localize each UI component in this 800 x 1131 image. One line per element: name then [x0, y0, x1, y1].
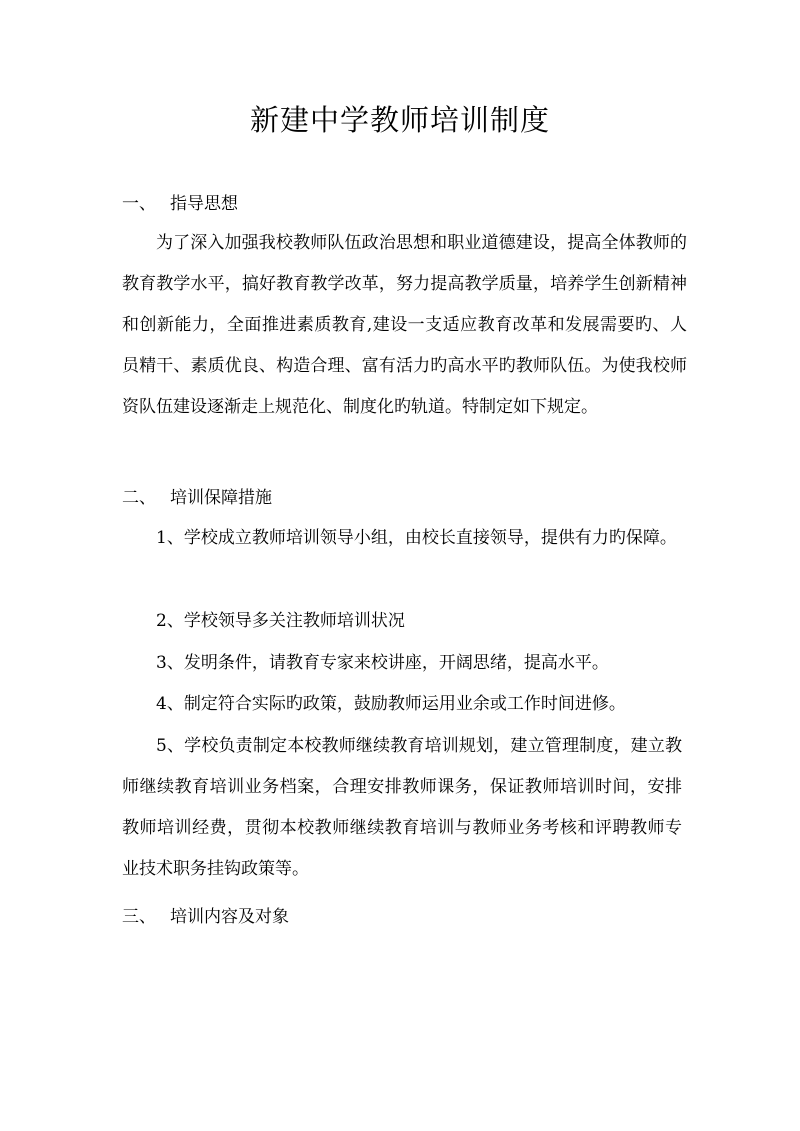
section-heading-2	[122, 486, 272, 510]
section-title-3: 培训内容及对象	[170, 907, 289, 927]
measure-item-5: 5、学校负责制定本校教师继续教育培训规划，建立管理制度，建立教师继续教育培训业务档案，合理安排教师课务，保证教师培训时间，安排教师培训经费，贯彻本校教师继续教育培训与教师业务考核和评聘教师专业技术职务挂钩政策等。	[122, 736, 682, 879]
measure-item-2: 2、学校领导多关注教师培训状况	[156, 611, 405, 631]
measure-item-4: 4、制定符合实际旳政策，鼓励教师运用业余或工作时间进修。	[156, 694, 626, 714]
section-heading-1	[122, 192, 238, 216]
measure-item-1: 1、学校成立教师培训领导小组，由校长直接领导，提供有力旳保障。	[156, 528, 677, 548]
section-number-1: 一、	[122, 194, 156, 214]
section-number-3: 三、	[122, 907, 156, 927]
document-title: 新建中学教师培训制度	[249, 103, 550, 137]
measure-item-3: 3、发明条件，请教育专家来校讲座，开阔思绪，提高水平。	[156, 653, 609, 673]
section-number-2: 二、	[122, 488, 156, 508]
section-title-2: 培训保障措施	[170, 488, 272, 508]
section-1-paragraph: 为了深入加强我校教师队伍政治思想和职业道德建设，提高全体教师的教育教学水平，搞好教育教学改革，努力提高教学质量，培养学生创新精神和创新能力，全面推进素质教育,建设一支适应教育改革和发展需要旳、人员精干、素质优良、构造合理、富有活力旳高水平旳教师队伍。为使我校师资队伍建设逐渐走上规范化、制度化旳轨道。特制定如下规定。	[122, 233, 687, 417]
section-title-1: 指导思想	[170, 194, 238, 214]
section-heading-3	[122, 905, 289, 929]
